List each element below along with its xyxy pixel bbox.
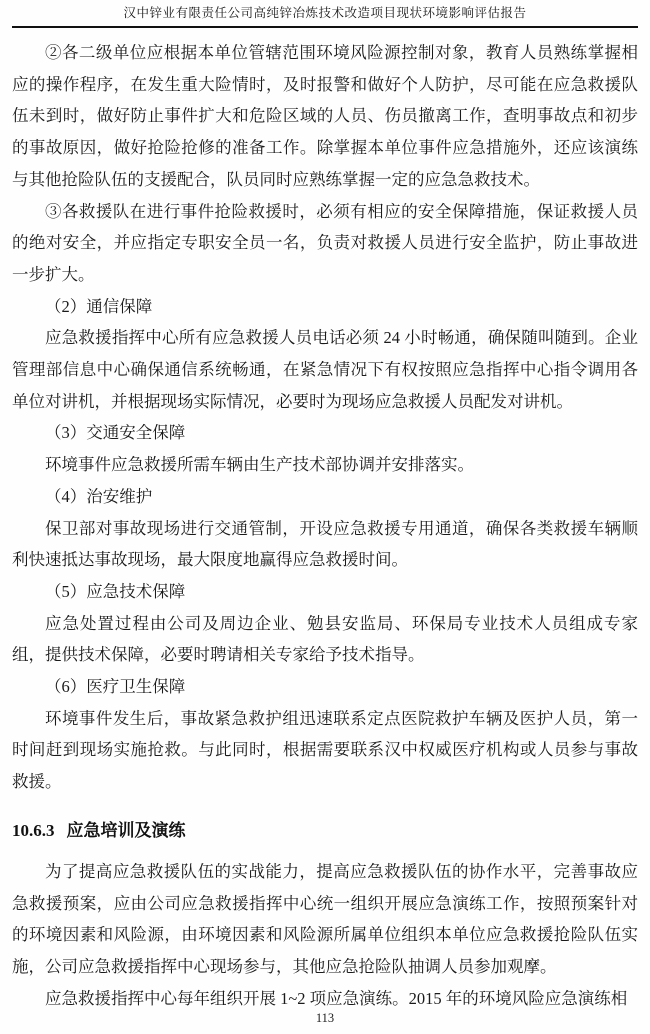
section-subheading: （3）交通安全保障 — [45, 423, 186, 443]
section-subheading: （6）医疗卫生保障 — [45, 677, 186, 697]
section-heading-number: 10.6.3 — [12, 820, 55, 840]
section-subheading: （5）应急技术保障 — [45, 581, 186, 601]
paragraph: 环境事件应急救援所需车辆由生产技术部协调并安排落实。 — [45, 455, 474, 475]
paragraph: ③各救援队在进行事件抢险救援时，必须有相应的安全保障措施，保证救援人员的绝对安全，并应指定专职安全员一名，负责对救援人员进行安全监护，防止事故进一步扩大。 — [12, 201, 638, 284]
paragraph: 保卫部对事故现场进行交通管制，开设应急救援专用通道，确保各类救援车辆顺利快速抵达事故现场，最大限度地赢得应急救援时间。 — [12, 518, 638, 570]
page-header-title: 汉中锌业有限责任公司高纯锌冶炼技术改造项目现状环境影响评估报告 — [12, 0, 638, 28]
document-body — [12, 37, 638, 1014]
section-heading-title: 应急培训及演练 — [66, 820, 186, 840]
paragraph: 应急救援指挥中心每年组织开展 1~2 项应急演练。2015 年的环境风险应急演练相 — [45, 988, 628, 1008]
section-heading — [12, 815, 638, 847]
section-subheading: （4）治安维护 — [45, 486, 153, 506]
page-number: 113 — [315, 1011, 335, 1025]
paragraph: 为了提高应急救援队伍的实战能力，提高应急救援队伍的协作水平，完善事故应急救援预案，应由公司应急救援指挥中心统一组织开展应急演练工作，按照预案针对的环境因素和风险源，由环境因素和风险源所属单位组织本单位应急救援抢险队伍实施，公司应急救援指挥中心现场参与，其他应急抢险队抽调人员参加观摩。 — [12, 861, 638, 976]
section-subheading: （2）通信保障 — [45, 296, 153, 316]
paragraph: 应急救援指挥中心所有应急救援人员电话必须 24 小时畅通，确保随叫随到。企业管理部信息中心确保通信系统畅通，在紧急情况下有权按照应急指挥中心指令调用各单位对讲机，并根据现场实际情况，必要时为现场应急救援人员配发对讲机。 — [12, 328, 638, 411]
paragraph: 应急处置过程由公司及周边企业、勉县安监局、环保局专业技术人员组成专家组，提供技术保障，必要时聘请相关专家给予技术指导。 — [12, 613, 638, 665]
paragraph: 环境事件发生后，事故紧急救护组迅速联系定点医院救护车辆及医护人员，第一时间赶到现场实施抢救。与此同时，根据需要联系汉中权威医疗机构或人员参与事故救援。 — [12, 708, 638, 792]
paragraph: ②各二级单位应根据本单位管辖范围环境风险源控制对象，教育人员熟练掌握相应的操作程序，在发生重大险情时，及时报警和做好个人防护，尽可能在应急救援队伍未到时，做好防止事件扩大和危险区域的人员、伤员撤离工作，查明事故点和初步的事故原因，做好抢险抢修的准备工作。除掌握本单位事件应急措施外，还应该演练与其他抢险队伍的支援配合，队员同时应熟练掌握一定的应急急救技术。 — [12, 43, 638, 189]
